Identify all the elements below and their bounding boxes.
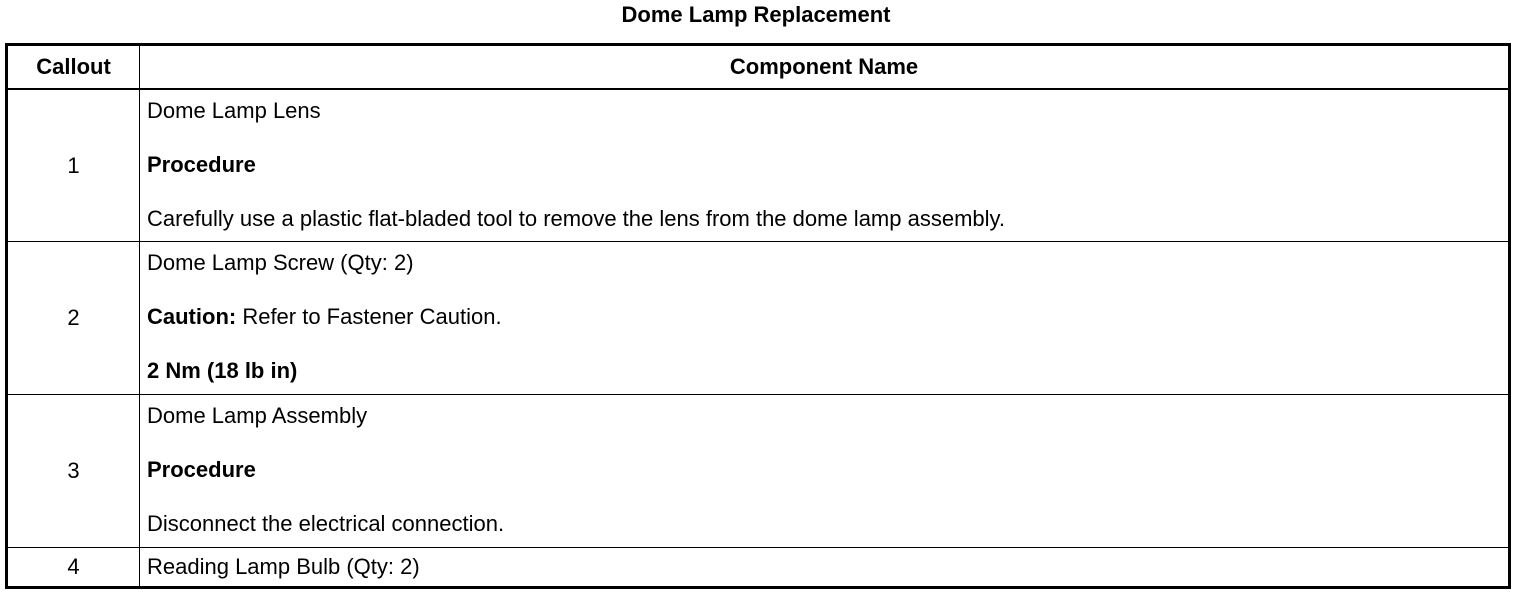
component-name: Dome Lamp Assembly — [147, 403, 368, 428]
component-cell — [140, 89, 1510, 242]
component-name: Dome Lamp Lens — [147, 98, 321, 123]
page-title: Dome Lamp Replacement — [621, 2, 891, 27]
table-row — [7, 395, 1510, 548]
column-header-callout: Callout — [7, 45, 140, 90]
procedure-text: Carefully use a plastic flat-bladed tool to remove the lens from the dome lamp assembly. — [147, 206, 1005, 231]
procedure-heading: Procedure — [147, 457, 256, 482]
table-header-row — [7, 45, 1510, 90]
component-name: Reading Lamp Bulb (Qty: 2) — [147, 554, 420, 579]
callout-number: 4 — [7, 548, 140, 588]
column-header-component-name: Component Name — [140, 45, 1510, 90]
procedure-text: Disconnect the electrical connection. — [147, 511, 505, 536]
table-row — [7, 89, 1510, 242]
component-cell — [140, 548, 1510, 588]
procedure-heading: Procedure — [147, 152, 256, 177]
table-row — [7, 548, 1510, 588]
component-cell — [140, 242, 1510, 395]
callout-number: 1 — [7, 89, 140, 242]
caution-note — [147, 304, 1508, 330]
torque-spec: 2 Nm (18 lb in) — [147, 358, 298, 383]
caution-text: Refer to Fastener Caution. — [236, 304, 502, 329]
component-name: Dome Lamp Screw (Qty: 2) — [147, 250, 414, 275]
callout-number: 2 — [7, 242, 140, 395]
callout-number: 3 — [7, 395, 140, 548]
table-row — [7, 242, 1510, 395]
component-cell — [140, 395, 1510, 548]
components-table — [5, 43, 1511, 589]
caution-label: Caution: — [147, 304, 237, 329]
